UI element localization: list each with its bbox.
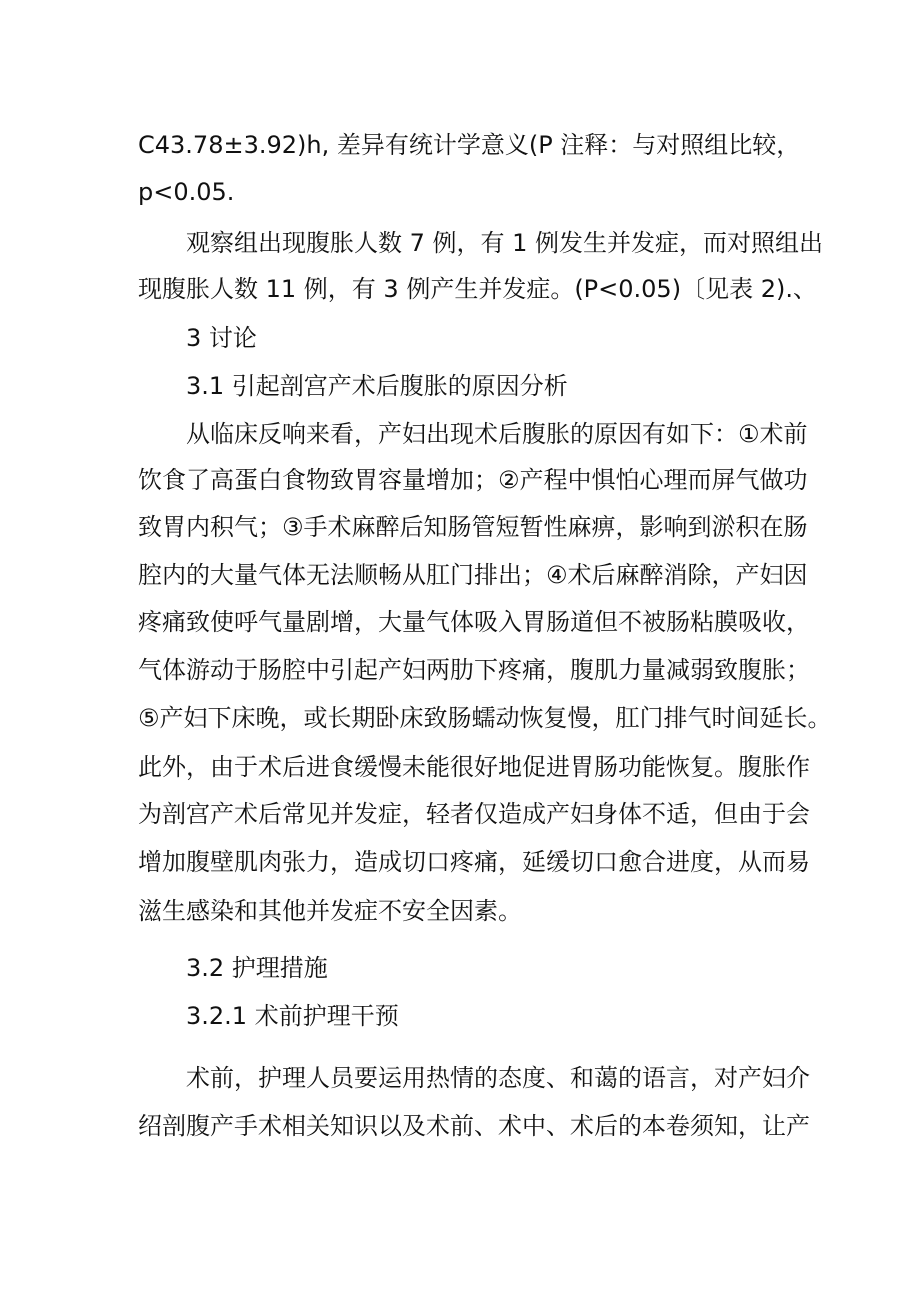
text-line-13: ⑤产妇下床晚，或长期卧床致肠蠕动恢复慢，肛门排气时间延长。 — [138, 704, 832, 732]
text-line-4: 现腹胀人数 11 例，有 3 例产生并发症。(P<0.05)〔见表 2).、 — [138, 275, 817, 303]
text-line-8: 饮食了高蛋白食物致胃容量增加；②产程中惧怕心理而屏气做功 — [138, 466, 808, 494]
text-line-2: p<0.05. — [138, 178, 235, 206]
text-line-16: 增加腹壁肌肉张力，造成切口疼痛，延缓切口愈合进度，从而易 — [138, 848, 810, 876]
section-heading-3: 3 讨论 — [186, 324, 257, 352]
text-line-11: 疼痛致使呼气量剧增，大量气体吸入胃肠道但不被肠粘膜吸收， — [138, 608, 810, 636]
text-line-15: 为剖宫产术后常见并发症，轻者仅造成产妇身体不适，但由于会 — [138, 800, 810, 828]
text-line-20: 术前，护理人员要运用热情的态度、和蔼的语言，对产妇介 — [186, 1064, 810, 1092]
text-line-7: 从临床反响来看，产妇出现术后腹胀的原因有如下：①术前 — [186, 420, 808, 448]
section-heading-3-1: 3.1 引起剖宫产术后腹胀的原因分析 — [186, 372, 568, 400]
section-heading-3-2-1: 3.2.1 术前护理干预 — [186, 1002, 399, 1030]
text-line-3: 观察组出现腹胀人数 7 例，有 1 例发生并发症，而对照组出 — [186, 229, 824, 257]
text-line-12: 气体游动于肠腔中引起产妇两肋下疼痛，腹肌力量减弱致腹胀； — [138, 656, 810, 684]
text-line-17: 滋生感染和其他并发症不安全因素。 — [138, 897, 522, 925]
text-line-14: 此外，由于术后进食缓慢未能很好地促进胃肠功能恢复。腹胀作 — [138, 753, 810, 781]
text-line-21: 绍剖腹产手术相关知识以及术前、术中、术后的本卷须知，让产 — [138, 1112, 810, 1140]
section-heading-3-2: 3.2 护理措施 — [186, 954, 328, 982]
text-line-9: 致胃内积气；③手术麻醉后知肠管短暂性麻痹，影响到淤积在肠 — [138, 513, 808, 541]
text-line-1: C43.78±3.92)h, 差异有统计学意义(P 注释：与对照组比较， — [138, 131, 801, 159]
text-line-10: 腔内的大量气体无法顺畅从肛门排出；④术后麻醉消除，产妇因 — [138, 561, 808, 589]
